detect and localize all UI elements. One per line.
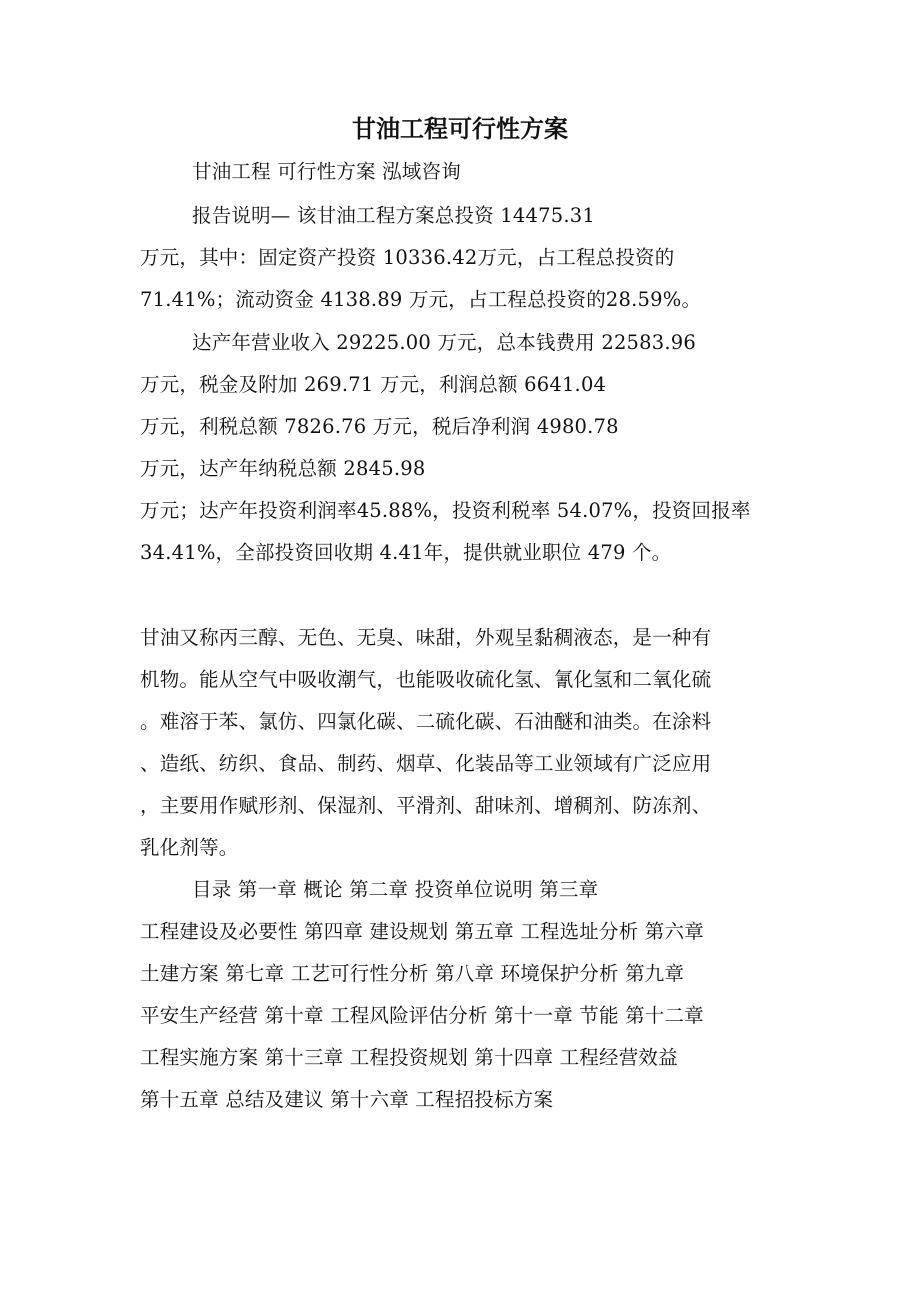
description-line: 。难溶于苯、氯仿、四氯化碳、二硫化碳、石油醚和油类。在涂料 (140, 710, 712, 733)
financials-line: 达产年营业收入 29225.00 万元，总本钱费用 22583.96 (192, 331, 696, 354)
financials-line: 万元，税金及附加 269.71 万元，利润总额 6641.04 (140, 373, 607, 396)
toc-line: 土建方案 第七章 工艺可行性分析 第八章 环境保护分析 第九章 (140, 962, 685, 985)
document-title: 甘油工程可行性方案 (352, 115, 568, 143)
toc-line: 工程实施方案 第十三章 工程投资规划 第十四章 工程经营效益 (140, 1046, 678, 1069)
subtitle-line: 甘油工程 可行性方案 泓域咨询 (192, 160, 461, 183)
toc-line: 平安生产经营 第十章 工程风险评估分析 第十一章 节能 第十二章 (140, 1004, 704, 1027)
financials-line: 万元，利税总额 7826.76 万元，税后净利润 4980.78 (140, 415, 619, 438)
financials-line: 34.41%，全部投资回收期 4.41年，提供就业职位 479 个。 (140, 541, 672, 564)
toc-line: 工程建设及必要性 第四章 建设规划 第五章 工程选址分析 第六章 (140, 920, 704, 943)
description-line: 甘油又称丙三醇、无色、无臭、味甜，外观呈黏稠液态，是一种有 (140, 626, 712, 649)
toc-line: 目录 第一章 概论 第二章 投资单位说明 第三章 (192, 878, 599, 901)
summary-line: 71.41%；流动资金 4138.89 万元，占工程总投资的28.59%。 (140, 288, 702, 311)
description-line: ，主要用作赋形剂、保湿剂、平滑剂、甜味剂、增稠剂、防冻剂、 (140, 794, 712, 817)
description-line: 机物。能从空气中吸收潮气，也能吸收硫化氢、氰化氢和二氧化硫 (140, 668, 712, 691)
financials-line: 万元，达产年纳税总额 2845.98 (140, 457, 426, 480)
description-line: 、造纸、纺织、食品、制药、烟草、化装品等工业领域有广泛应用 (140, 752, 712, 775)
summary-line: 报告说明— 该甘油工程方案总投资 14475.31 (192, 204, 595, 227)
toc-line: 第十五章 总结及建议 第十六章 工程招投标方案 (140, 1088, 554, 1111)
financials-line: 万元；达产年投资利润率45.88%，投资利税率 54.07%，投资回报率 (140, 499, 751, 522)
description-line: 乳化剂等。 (140, 836, 239, 859)
summary-line: 万元，其中：固定资产投资 10336.42万元，占工程总投资的 (140, 246, 675, 269)
